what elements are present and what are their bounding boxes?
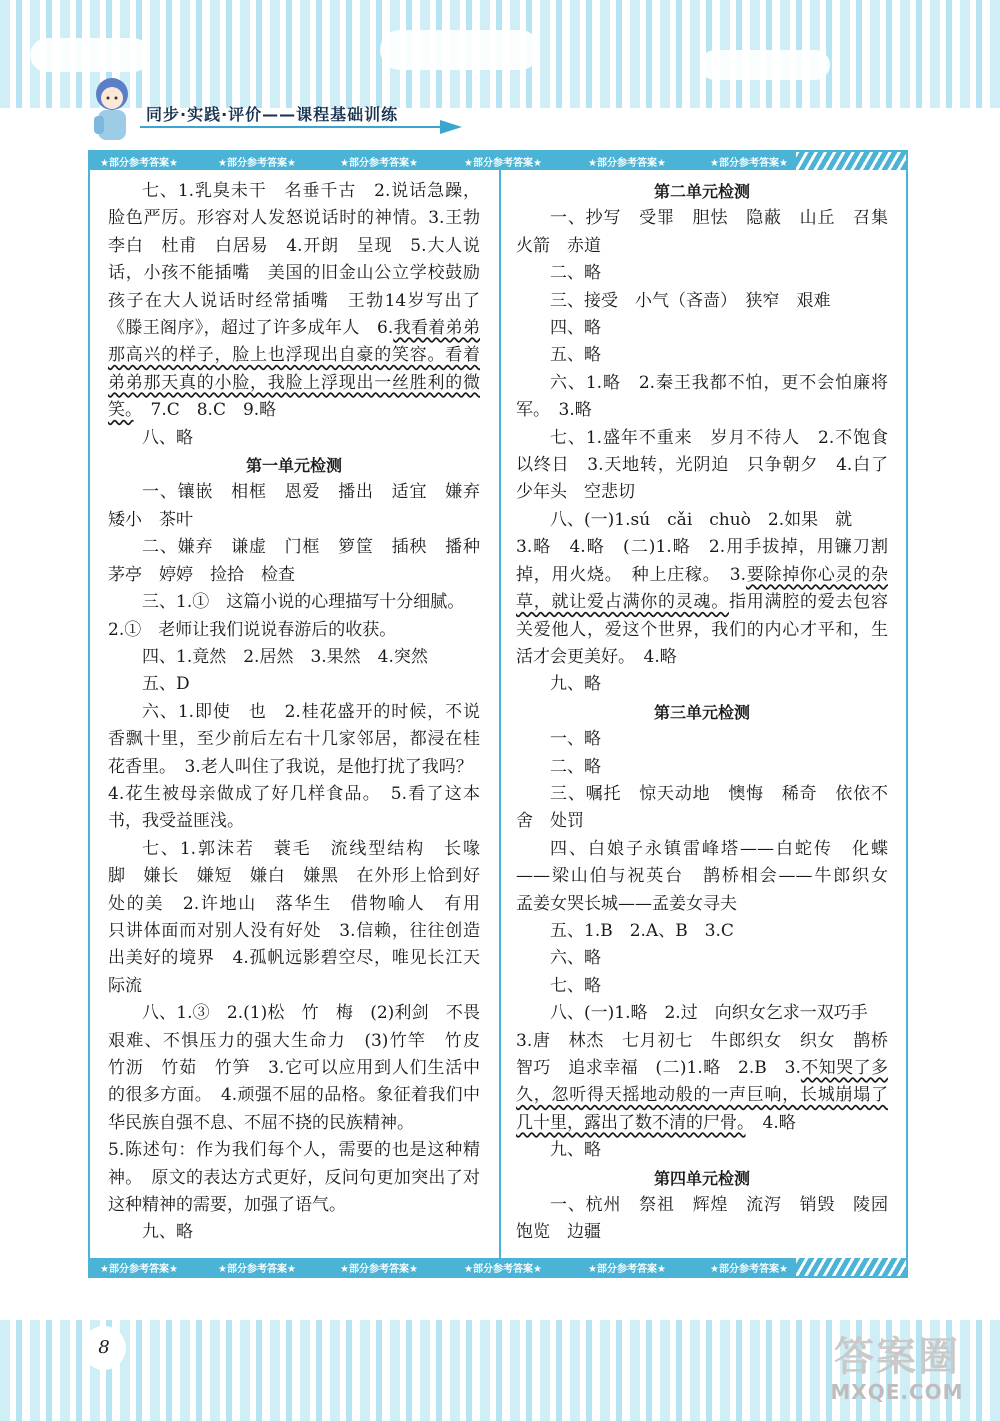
section-heading bbox=[516, 1165, 888, 1192]
tag-label: ★部分参考答案★ bbox=[710, 158, 788, 169]
answer-text: 一、杭州 祭祖 辉煌 流泻 销毁 陵园 饱览 边疆 bbox=[516, 1195, 905, 1243]
answer-text: 三、嘱托 惊天动地 懊悔 稀奇 依依不舍 处罚 bbox=[516, 783, 888, 832]
cloud-decoration bbox=[30, 38, 150, 72]
answer-paragraph bbox=[516, 726, 888, 753]
cloud-decoration bbox=[380, 30, 540, 70]
answer-text: 第一单元检测 bbox=[245, 456, 342, 476]
answer-text: 第四单元检测 bbox=[653, 1168, 750, 1188]
left-column bbox=[108, 178, 497, 1247]
tag-label: ★部分参考答案★ bbox=[100, 158, 178, 169]
answer-paragraph bbox=[108, 781, 480, 836]
answer-paragraph bbox=[108, 1000, 497, 1137]
tag-label: ★部分参考答案★ bbox=[218, 1264, 296, 1275]
answer-paragraph bbox=[516, 1028, 905, 1138]
answer-paragraph bbox=[516, 1000, 888, 1027]
tag-label: ★部分参考答案★ bbox=[588, 1264, 666, 1275]
answer-text: 三、接受 小气（吝啬） 狭窄 艰难 bbox=[550, 290, 831, 311]
top-tag-bar bbox=[90, 152, 906, 170]
answer-text: 七、略 bbox=[550, 975, 601, 996]
answer-text: 一、抄写 受罪 胆怯 隐蔽 山丘 召集 火箭 赤道 bbox=[516, 208, 905, 256]
answer-paragraph bbox=[516, 315, 888, 342]
answer-text: 2.① 老师让我们说说春游后的收获。 bbox=[108, 619, 397, 640]
answer-paragraph bbox=[108, 836, 497, 1000]
answer-paragraph bbox=[516, 1192, 905, 1247]
answer-paragraph bbox=[108, 617, 480, 644]
section-heading bbox=[516, 178, 888, 205]
answer-paragraph bbox=[516, 945, 888, 972]
answer-text: 一、略 bbox=[550, 729, 601, 750]
answer-text: 九、略 bbox=[550, 674, 601, 695]
watermark-url: MXQE.COM bbox=[830, 1380, 964, 1404]
answer-text: 7.C 8.C 9.略 bbox=[133, 400, 277, 421]
answer-paragraph bbox=[516, 288, 888, 315]
hatch-decoration bbox=[796, 152, 906, 170]
answer-text: 四、白娘子永镇雷峰塔——白蛇传 化蝶——梁山伯与祝英台 鹊桥相会——牛郎织女 孟姜女哭长城——孟姜女寻夫 bbox=[516, 838, 905, 914]
answer-text: 九、略 bbox=[550, 1140, 601, 1161]
answer-paragraph bbox=[108, 479, 497, 534]
answer-text: 八、(一)1.sú cǎi chuò 2.如果 就 bbox=[550, 509, 853, 530]
answer-paragraph bbox=[108, 425, 480, 452]
answer-text: 4.花生被母亲做成了好几样食品。 5.看了这本书，我受益匪浅。 bbox=[108, 783, 480, 832]
answer-paragraph bbox=[516, 671, 888, 698]
answer-text: 八、1.③ 2.(1)松 竹 梅 (2)利剑 不畏艰难、不惧压力的强大生命力 (3)竹竿 竹皮 竹沥 竹茹 竹笋 3.它可以应用到人们生活中的很多方面。 4.顽强不屈的品格。象征着我们中华民族自强不息、不屈不挠的民族精神。 bbox=[108, 1003, 497, 1133]
answer-paragraph bbox=[516, 754, 888, 781]
answer-paragraph bbox=[516, 205, 905, 260]
answer-text: 5.陈述句：作为我们每个人，需要的也是这种精神。 原文的表达方式更好，反问句更加突出了对这种精神的需要，加强了语气。 bbox=[108, 1140, 480, 1216]
answer-text: 八、略 bbox=[142, 427, 193, 448]
watermark-text: 答案圈 bbox=[834, 1334, 960, 1380]
answer-paragraph bbox=[516, 342, 888, 369]
answer-paragraph bbox=[108, 589, 480, 616]
answer-text: 四、略 bbox=[550, 318, 601, 339]
answer-text: 六、1.即使 也 2.桂花盛开的时候，不说香飘十里，至少前后左右十几家邻居，都浸在桂花香里。 3.老人叫住了我说，是他打扰了我吗？ bbox=[108, 701, 480, 777]
wavy-underlined-answer: 要除掉你心灵的杂草，就让爱占满你的灵魂。 bbox=[516, 564, 888, 613]
tag-label: ★部分参考答案★ bbox=[464, 158, 542, 169]
answer-text: 九、略 bbox=[142, 1222, 193, 1243]
answer-paragraph bbox=[108, 1137, 480, 1219]
answer-paragraph bbox=[516, 425, 888, 507]
answer-paragraph bbox=[516, 781, 888, 836]
tag-label: ★部分参考答案★ bbox=[340, 158, 418, 169]
answer-paragraph bbox=[108, 178, 497, 425]
answer-text: 八、(一)1.略 2.过 向织女乞求一双巧手 bbox=[550, 1003, 868, 1024]
header-underline bbox=[140, 126, 445, 128]
answer-text: 二、嫌弃 谦虚 门框 箩筐 插秧 播种 茅亭 婷婷 捡拾 检查 bbox=[108, 537, 497, 585]
section-heading bbox=[108, 452, 480, 479]
section-heading bbox=[516, 699, 888, 726]
answer-text: 3.略 4.略 (二)1.略 2.用手拔掉，用镰刀割掉，用火烧。 种上庄稼。 3. bbox=[516, 537, 888, 585]
answer-text: 3.唐 林杰 七月初七 牛郎织女 织女 鹊桥 智巧 追求幸福 (二)1.略 2.B 3. bbox=[516, 1030, 905, 1078]
answer-text: 五、略 bbox=[550, 345, 601, 366]
right-column bbox=[516, 178, 905, 1247]
answer-frame bbox=[88, 150, 908, 1278]
answer-paragraph bbox=[108, 1219, 480, 1246]
wavy-underlined-answer: 不知哭了多久，忽听得天摇地动般的一声巨响，长城崩塌了几十里，露出了数不清的尸骨。 bbox=[516, 1058, 889, 1133]
answer-text: 三、1.① 这篇小说的心理描写十分细腻。 bbox=[142, 592, 465, 613]
tag-label: ★部分参考答案★ bbox=[218, 158, 296, 169]
answer-paragraph bbox=[516, 836, 905, 918]
answer-paragraph bbox=[516, 370, 888, 425]
tag-label: ★部分参考答案★ bbox=[340, 1264, 418, 1275]
tag-label: ★部分参考答案★ bbox=[588, 158, 666, 169]
page-number: 8 bbox=[82, 1326, 126, 1370]
answer-paragraph bbox=[516, 1137, 888, 1164]
answer-text: 七、1.乳臭未干 名垂千古 2.说话急躁，脸色严厉。形容对人发怒说话时的神情。3.王勃 李白 杜甫 白居易 4.开朗 呈现 5.大人说话，小孩不能插嘴 美国的旧金山公立学校鼓励孩子在大人说话时经常插嘴 王勃14岁写出了《滕王阁序》，超过了许多成年人 6. bbox=[108, 181, 497, 339]
answer-text: 4.略 bbox=[745, 1112, 796, 1133]
answer-paragraph bbox=[516, 534, 888, 671]
mascot-girl-icon bbox=[82, 74, 140, 148]
answer-paragraph bbox=[108, 534, 497, 589]
header-title: 同步·实践·评价——课程基础训练 bbox=[146, 105, 399, 124]
tag-label: ★部分参考答案★ bbox=[464, 1264, 542, 1275]
answer-paragraph bbox=[516, 918, 888, 945]
answer-text: 七、1.郭沫若 蓑毛 流线型结构 长喙 脚 嫌长 嫌短 嫌白 嫌黑 在外形上恰到好处的美 2.许地山 落华生 借物喻人 有用 只讲体面而对别人没有好处 3.信赖，往往创造出美好的境界 4.孤帆远影碧空尽，唯见长江天际流 bbox=[108, 838, 497, 996]
answer-paragraph bbox=[516, 507, 888, 534]
answer-text: 第三单元检测 bbox=[653, 702, 750, 722]
answer-paragraph bbox=[108, 644, 480, 671]
answer-text: 第二单元检测 bbox=[653, 182, 750, 201]
answer-text: 四、1.竟然 2.居然 3.果然 4.突然 bbox=[142, 646, 428, 667]
answer-paragraph bbox=[108, 671, 480, 698]
bottom-tag-bar bbox=[90, 1258, 906, 1276]
answer-text: 五、D bbox=[142, 674, 190, 695]
answer-text: 二、略 bbox=[550, 263, 601, 284]
answer-text: 七、1.盛年不重来 岁月不待人 2.不饱食以终日 3.天地转，光阴迫 只争朝夕 4.白了少年头 空悲切 bbox=[516, 427, 888, 503]
answer-paragraph bbox=[108, 699, 480, 781]
answer-text: 二、略 bbox=[550, 756, 601, 777]
tag-label: ★部分参考答案★ bbox=[100, 1264, 178, 1275]
tag-label: ★部分参考答案★ bbox=[710, 1264, 788, 1275]
column-divider bbox=[499, 170, 501, 1260]
answer-paragraph bbox=[516, 973, 888, 1000]
answer-text: 指用满腔的爱去包容关爱他人，爱这个世界，我们的内心才平和，生活才会更美好。 4.略 bbox=[516, 592, 888, 667]
answer-paragraph bbox=[516, 260, 888, 287]
answer-text: 五、1.B 2.A、B 3.C bbox=[550, 920, 734, 941]
answer-text: 六、略 bbox=[550, 948, 601, 969]
watermark-logo bbox=[822, 1334, 972, 1408]
answer-text: 一、镶嵌 相框 恩爱 播出 适宜 嫌弃 矮小 茶叶 bbox=[108, 482, 497, 530]
wavy-underlined-answer: 我看着弟弟那高兴的样子，脸上也浮现出自豪的笑容。看着弟弟那天真的小脸，我脸上浮现出一丝胜利的微笑。 bbox=[108, 318, 480, 421]
header-arrow-icon bbox=[440, 120, 462, 134]
cloud-decoration bbox=[700, 50, 830, 80]
hatch-decoration bbox=[796, 1258, 906, 1276]
answer-text: 六、1.略 2.秦王我都不怕，更不会怕廉将军。 3.略 bbox=[516, 372, 888, 421]
